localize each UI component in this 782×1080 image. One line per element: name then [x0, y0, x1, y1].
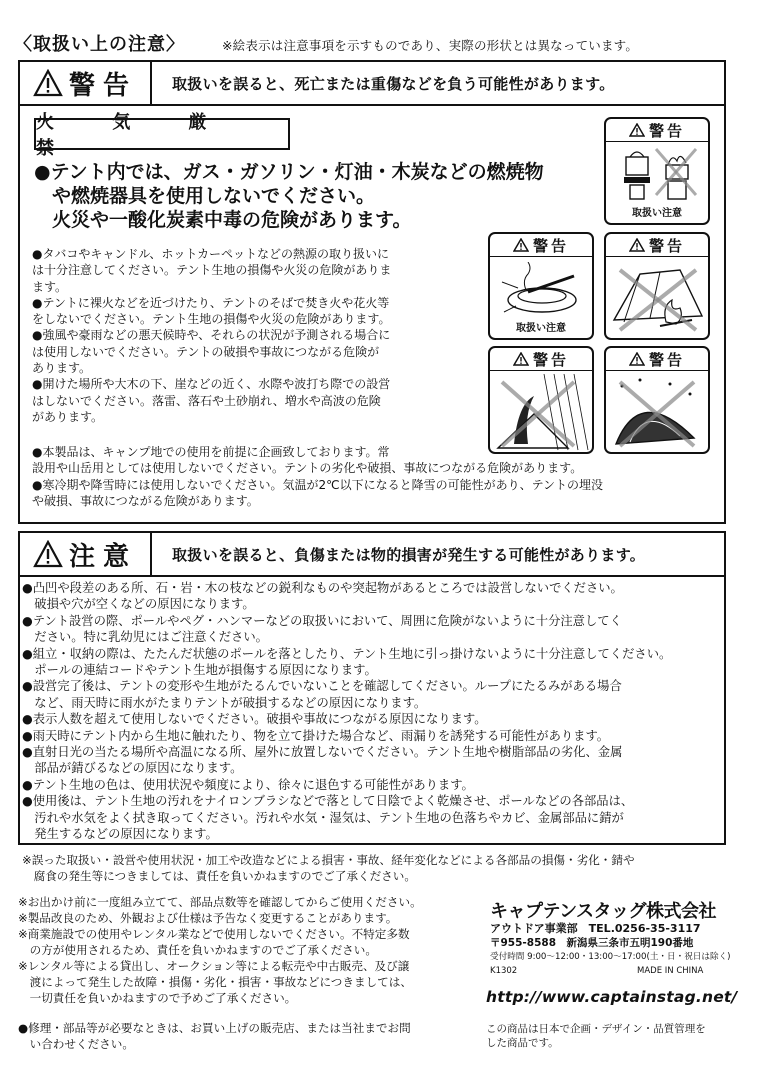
- snow-warning-panel: [604, 346, 710, 454]
- list-line: をしないでください。テント生地の損傷や火災の危険があります。: [32, 312, 391, 327]
- campfire-icon: [610, 260, 706, 336]
- lightning-warning-panel: [488, 346, 594, 454]
- list-line: があります。: [32, 409, 104, 424]
- warning-triangle-icon: [629, 123, 645, 137]
- list-line: は使用しないでください。テントの破損や事故につながる危険が: [32, 344, 380, 359]
- list-line: 破損や穴が空くなどの原因になります。: [22, 597, 255, 612]
- list-line: ●開けた場所や大木の下、崖などの近く、水際や波打ち際での設営: [32, 377, 391, 392]
- list-line: ●直射日光の当たる場所や高温になる所、屋外に放置しないでください。テント生地や樹脂部品の劣化、金属: [22, 745, 623, 760]
- company-dept: アウトドア事業部 TEL.0256-35-3117: [490, 922, 701, 935]
- list-line: 部品が錆びるなどの原因になります。: [22, 761, 243, 776]
- list-line: ●強風や豪雨などの悪天候時や、それらの状況が予測される場合に: [32, 328, 391, 343]
- panel-label: 警告: [532, 350, 569, 369]
- caution-band: [20, 533, 724, 577]
- panel-caption: 取扱い注意: [632, 208, 682, 219]
- panel-label: 警告: [648, 350, 685, 369]
- list-line: ●寒冷期や降雪時には使用しないでください。気温が2℃以下になると降雪の可能性があり、テントの埋没: [32, 477, 603, 492]
- main-warning-line: 火災や一酸化炭素中毒の危険があります。: [52, 209, 412, 231]
- warning-label-box: [20, 62, 152, 104]
- note-line: ●修理・部品等が必要なときは、お買い上げの販売店、または当社までお問: [18, 1021, 411, 1035]
- panel-header: [490, 348, 592, 371]
- lightning-tree-icon: [494, 374, 590, 452]
- list-line: ●使用後は、テント生地の汚れをナイロンブラシなどで落として日陰でよく乾燥させ、ポールなどの各部品は、: [22, 794, 634, 809]
- list-line: ●設営完了後は、テントの変形や生地がたるんでいないことを確認してください。ループにたるみがある場合: [22, 679, 622, 694]
- caution-label: 注意: [68, 541, 137, 572]
- cigarette-warning-panel: [488, 232, 594, 340]
- note-line: この商品は日本で企画・デザイン・品質管理を: [486, 1023, 706, 1035]
- list-item: [32, 376, 472, 425]
- note-line: ※商業施設での使用やレンタル業などで使用しないでください。不特定多数: [18, 927, 410, 941]
- planning-note: [486, 1022, 746, 1050]
- header-note: ※絵表示は注意事項を示すものであり、実際の形状とは異なっています。: [222, 38, 639, 53]
- list-line: や破損、事故につながる危険があります。: [32, 493, 259, 508]
- notice-line: ※誤った取扱い・設営や使用状況・加工や改造などによる損害・事故、経年変化などによる各部品の損傷・劣化・錆や: [22, 853, 635, 867]
- list-line: ます。: [32, 279, 68, 294]
- list-line: 設用や山岳用としては使用しないでください。テントの劣化や破損、事故につながる危険があります。: [32, 461, 583, 476]
- list-line: ●本製品は、キャンプ地での使用を前提に企画致しております。常: [32, 445, 390, 459]
- list-line: はしないでください。落雷、落石や土砂崩れ、増水や高波の危険: [32, 393, 381, 408]
- list-line: ポールの連結コードやテント生地が損傷する原因になります。: [22, 663, 377, 678]
- panel-label: 警告: [532, 236, 569, 255]
- list-line: ●テント設営の際、ポールやペグ・ハンマーなどの取扱いにおいて、周囲に危険がないように十分注意してく: [22, 613, 622, 628]
- list-line: ●組立・収納の際は、たたんだ状態のポールを落としたり、テント生地に引っ掛けないように十分注意してください。: [22, 646, 672, 661]
- panel-caption: 取扱い注意: [516, 323, 566, 334]
- repair-note: [18, 1020, 478, 1052]
- panel-header: [606, 234, 708, 257]
- panel-header: [490, 234, 592, 257]
- stove-icon: [616, 147, 700, 203]
- warning-band: [20, 62, 724, 106]
- main-warning-line: ●テント内では、ガス・ガソリン・灯油・木炭などの燃焼物: [34, 161, 544, 183]
- list-line: 発生するなどの原因になります。: [22, 827, 218, 842]
- list-line: 汚れや水気をよく拭き取ってください。汚れや水気・湿気は、テント生地の色落ちやカビ、金属部品に錆が: [22, 810, 624, 825]
- liability-notice: [22, 852, 742, 884]
- list-line: ●表示人数を超えて使用しないでください。破損や事故につながる原因になります。: [22, 712, 487, 727]
- stove-warning-panel: [604, 117, 710, 225]
- caution-label-box: [20, 533, 152, 575]
- warning-list: [32, 246, 472, 425]
- fire-prohibited-heading: 火 気 厳 禁: [34, 118, 290, 150]
- warning-triangle-icon: [513, 352, 529, 366]
- warning-statement: 取扱いを誤ると、死亡または重傷などを負う可能性があります。: [172, 74, 615, 93]
- list-item: [32, 327, 472, 376]
- company-address: 〒955-8588 新潟県三条市五明190番地: [490, 937, 694, 949]
- panel-header: [606, 119, 708, 142]
- caution-list: [22, 580, 722, 843]
- list-line: ●テントに裸火などを近づけたり、テントのそばで焚き火や花火等: [32, 295, 390, 310]
- warning-triangle-icon: [629, 352, 645, 366]
- product-code: K1302: [490, 966, 518, 976]
- note-line: ※製品改良のため、外観および仕様は予告なく変更することがあります。: [18, 911, 398, 925]
- list-line: ●タバコやキャンドル、ホットカーペットなどの熱源の取り扱いに: [32, 247, 390, 261]
- note-line: い合わせください。: [18, 1037, 134, 1051]
- warning-triangle-icon: [629, 238, 645, 252]
- warning-triangle-icon: [513, 238, 529, 252]
- list-line: など、雨天時に雨水がたまりテントが破損するなどの原因になります。: [22, 695, 427, 710]
- warning-label: 警告: [68, 70, 137, 101]
- list-line: ●凸凹や段差のある所、石・岩・木の枝などの鋭利なものや突起物があるところでは設営しないでください。: [22, 581, 623, 595]
- company-url[interactable]: http://www.captainstag.net/: [486, 988, 738, 1006]
- made-in-label: MADE IN CHINA: [637, 966, 704, 976]
- note-line: ※レンタル等による貸出し、オークション等による転売や中古販売、及び譲: [18, 959, 410, 973]
- page-title: 〈取扱い上の注意〉: [14, 34, 185, 55]
- warning-triangle-icon: [33, 540, 63, 568]
- cigarette-icon: [498, 262, 586, 318]
- campfire-warning-panel: [604, 232, 710, 340]
- list-line: ●雨天時にテント内から生地に触れたり、物を立て掛けた場合など、雨漏りを誘発する可能性があります。: [22, 728, 610, 743]
- snow-tent-icon: [610, 374, 706, 452]
- note-line: 渡によって発生した故障・損傷・劣化・損害・事故などにつきましては、: [18, 975, 412, 989]
- caution-statement: 取扱いを誤ると、負傷または物的損害が発生する可能性があります。: [172, 545, 646, 564]
- note-line: 一切責任を負いかねますので予めご了承ください。: [18, 991, 297, 1005]
- company-hours: 受付時間 9:00～12:00・13:00～17:00(土・日・祝日は除く): [490, 952, 731, 962]
- list-line: ●テント生地の色は、使用状況や頻度により、徐々に退色する可能性があります。: [22, 777, 474, 792]
- panel-label: 警告: [648, 121, 685, 140]
- list-item: [32, 246, 472, 295]
- warning-triangle-icon: [33, 69, 63, 97]
- notice-line: 腐食の発生等につきましては、責任を負いかねますのでご了承ください。: [22, 869, 416, 883]
- note-line: ※お出かけ前に一度組み立てて、部品点数等を確認してからご使用ください。: [18, 895, 422, 909]
- panel-header: [606, 348, 708, 371]
- main-warning: [34, 160, 604, 232]
- note-line: の方が使用されるため、責任を負いかねますのでご了承ください。: [18, 943, 377, 957]
- usage-notes: [18, 894, 478, 1006]
- list-line: あります。: [32, 361, 92, 376]
- list-line: は十分注意してください。テント生地の損傷や火災の危険がありま: [32, 263, 392, 278]
- list-item: [32, 295, 472, 328]
- main-warning-line: や燃焼器具を使用しないでください。: [52, 185, 376, 207]
- note-line: した商品です。: [486, 1037, 559, 1049]
- list-line: ださい。特に乳幼児にはご注意ください。: [22, 630, 268, 645]
- panel-label: 警告: [648, 236, 685, 255]
- company-name: キャプテンスタッグ株式会社: [490, 901, 717, 922]
